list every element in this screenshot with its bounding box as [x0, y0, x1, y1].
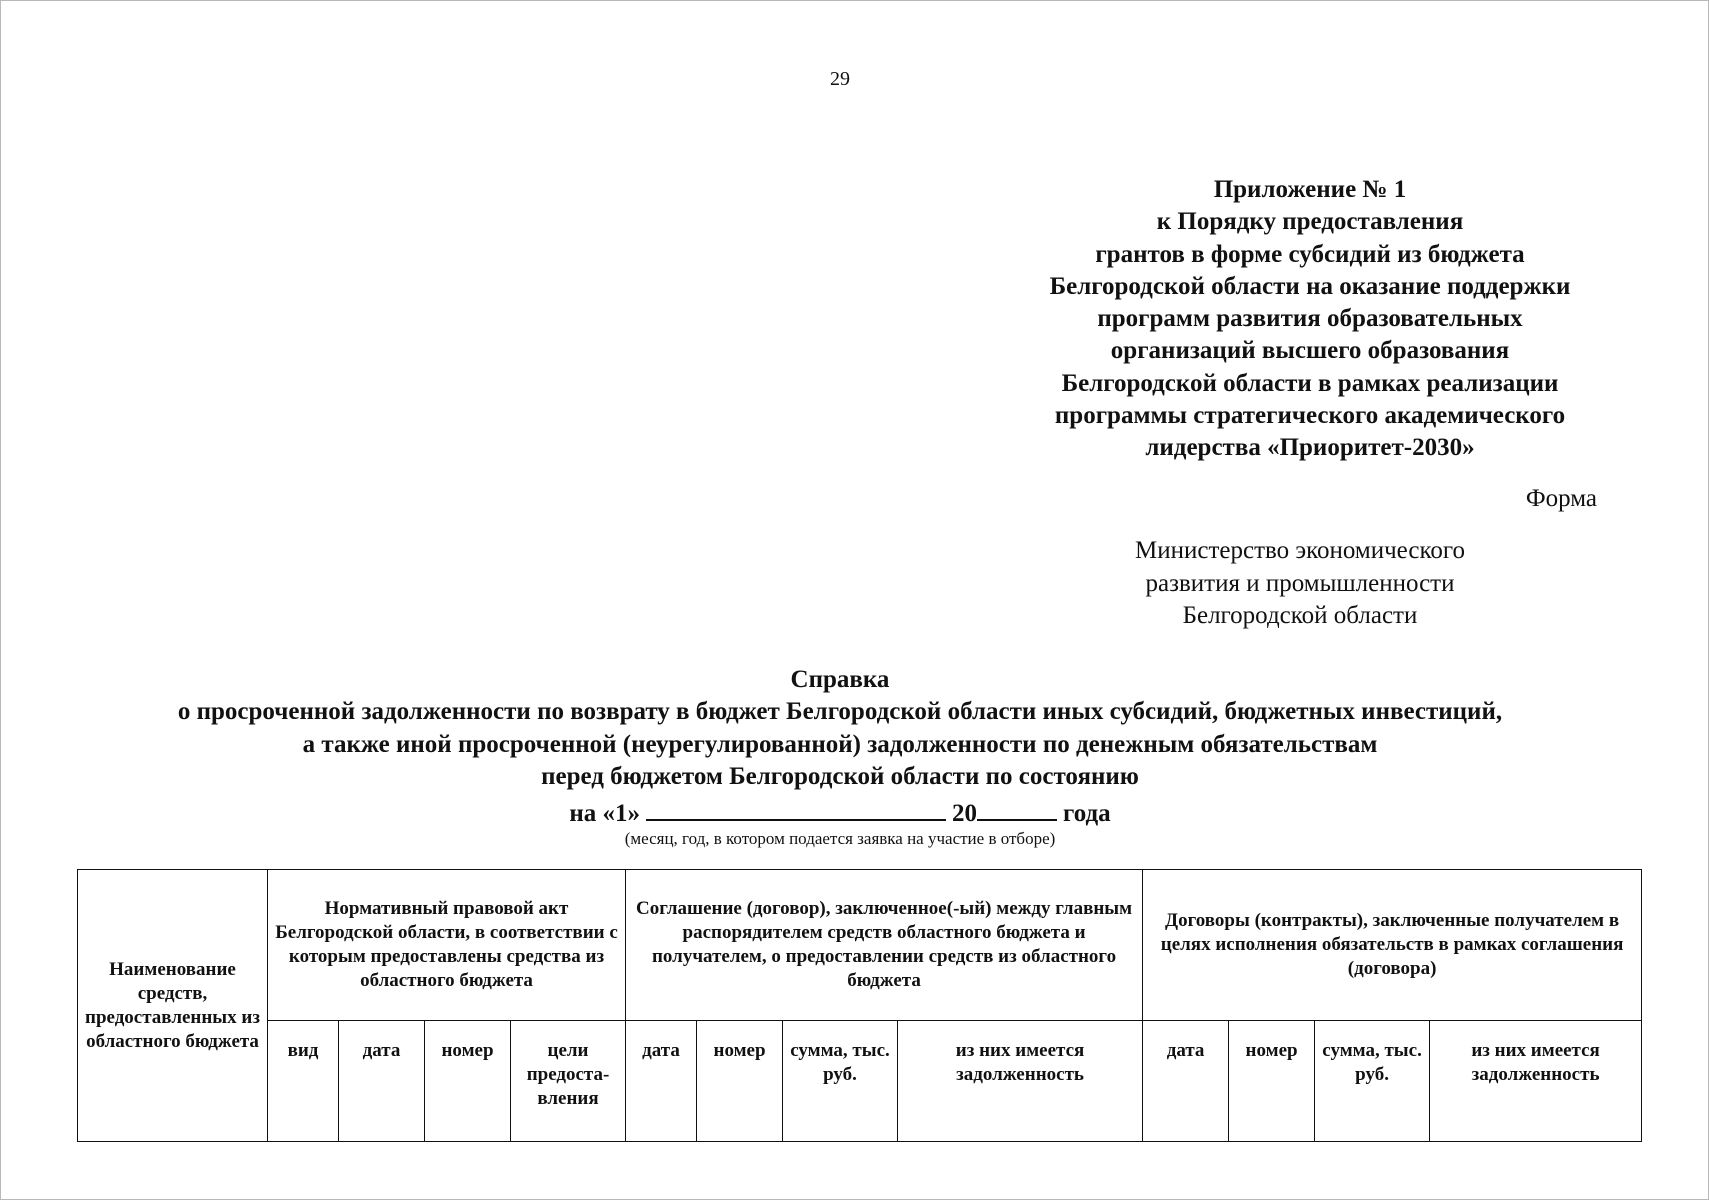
- subheader-agreement-date: дата: [626, 1021, 697, 1142]
- ministry-line: Министерство экономического: [1135, 537, 1465, 564]
- subheader-act-number: номер: [425, 1021, 511, 1142]
- subheader-contract-debt: из них имеется задолженность: [1430, 1021, 1642, 1142]
- subheader-act-date: дата: [339, 1021, 425, 1142]
- year-prefix: 20: [952, 800, 977, 827]
- subheader-act-type: вид: [268, 1021, 339, 1142]
- subheader-agreement-debt: из них имеется задолженность: [898, 1021, 1143, 1142]
- subheader-agreement-amount: сумма, тыс. руб.: [783, 1021, 898, 1142]
- subheader-contract-amount: сумма, тыс. руб.: [1315, 1021, 1430, 1142]
- header-legal-act: Нормативный правовой акт Белгородской области, в соответствии с которым предоставлены средства из областного бюджета: [268, 870, 626, 1021]
- appendix-line: Белгородской области на оказание поддержки: [1049, 272, 1571, 300]
- document-title: [0, 664, 1680, 793]
- year-blank-field[interactable]: [977, 797, 1057, 821]
- ministry-line: Белгородской области: [1182, 602, 1418, 629]
- title-line: перед бюджетом Белгородской области по состоянию: [541, 762, 1139, 790]
- appendix-line: грантов в форме субсидий из бюджета: [1095, 240, 1525, 268]
- table-header-row: [78, 870, 1642, 1021]
- ministry-block: [1065, 535, 1535, 633]
- title-line: а также иной просроченной (неурегулированной) задолженности по денежным обязательствам: [302, 730, 1378, 758]
- appendix-line: Приложение № 1: [1213, 176, 1407, 203]
- appendix-line: лидерства «Приоритет-2030»: [1145, 434, 1475, 462]
- date-note: (месяц, год, в котором подается заявка на участие в отборе): [624, 829, 1056, 848]
- subheader-contract-date: дата: [1143, 1021, 1229, 1142]
- appendix-line: программ развития образовательных: [1097, 305, 1523, 333]
- header-agreement: Соглашение (договор), заключенное(-ый) между главным распорядителем средств областного бюджета и получателем, о предоставлении средств из областного бюджета: [626, 870, 1143, 1021]
- table-subheader-row: [78, 1021, 1642, 1142]
- title-line: о просроченной задолженности по возврату в бюджет Белгородской области иных субсидий, бюджетных инвестиций,: [177, 698, 1503, 726]
- header-funds-name: Наименование средств, предоставленных из областного бюджета: [78, 870, 268, 1142]
- header-contracts: Договоры (контракты), заключенные получателем в целях исполнения обязательств в рамках соглашения (договора): [1143, 870, 1642, 1021]
- title-line: Справка: [790, 666, 890, 693]
- page-number: 29: [830, 68, 850, 90]
- subheader-act-purpose: цели предоста-вления: [511, 1021, 626, 1142]
- ministry-line: развития и промышленности: [1145, 569, 1455, 597]
- report-date-line: [0, 797, 1680, 828]
- date-prefix: на «1»: [569, 800, 640, 827]
- report-table: [77, 869, 1642, 1142]
- date-suffix: года: [1063, 800, 1111, 827]
- month-blank-field[interactable]: [646, 797, 946, 821]
- appendix-line: организаций высшего образования: [1110, 337, 1510, 365]
- subheader-agreement-number: номер: [697, 1021, 783, 1142]
- appendix-line: программы стратегического академического: [1054, 402, 1566, 430]
- appendix-block: [990, 174, 1630, 465]
- form-label: Форма: [1525, 485, 1597, 512]
- appendix-line: Белгородской области в рамках реализации: [1061, 369, 1559, 397]
- appendix-line: к Порядку предоставления: [1156, 208, 1464, 236]
- subheader-contract-number: номер: [1229, 1021, 1315, 1142]
